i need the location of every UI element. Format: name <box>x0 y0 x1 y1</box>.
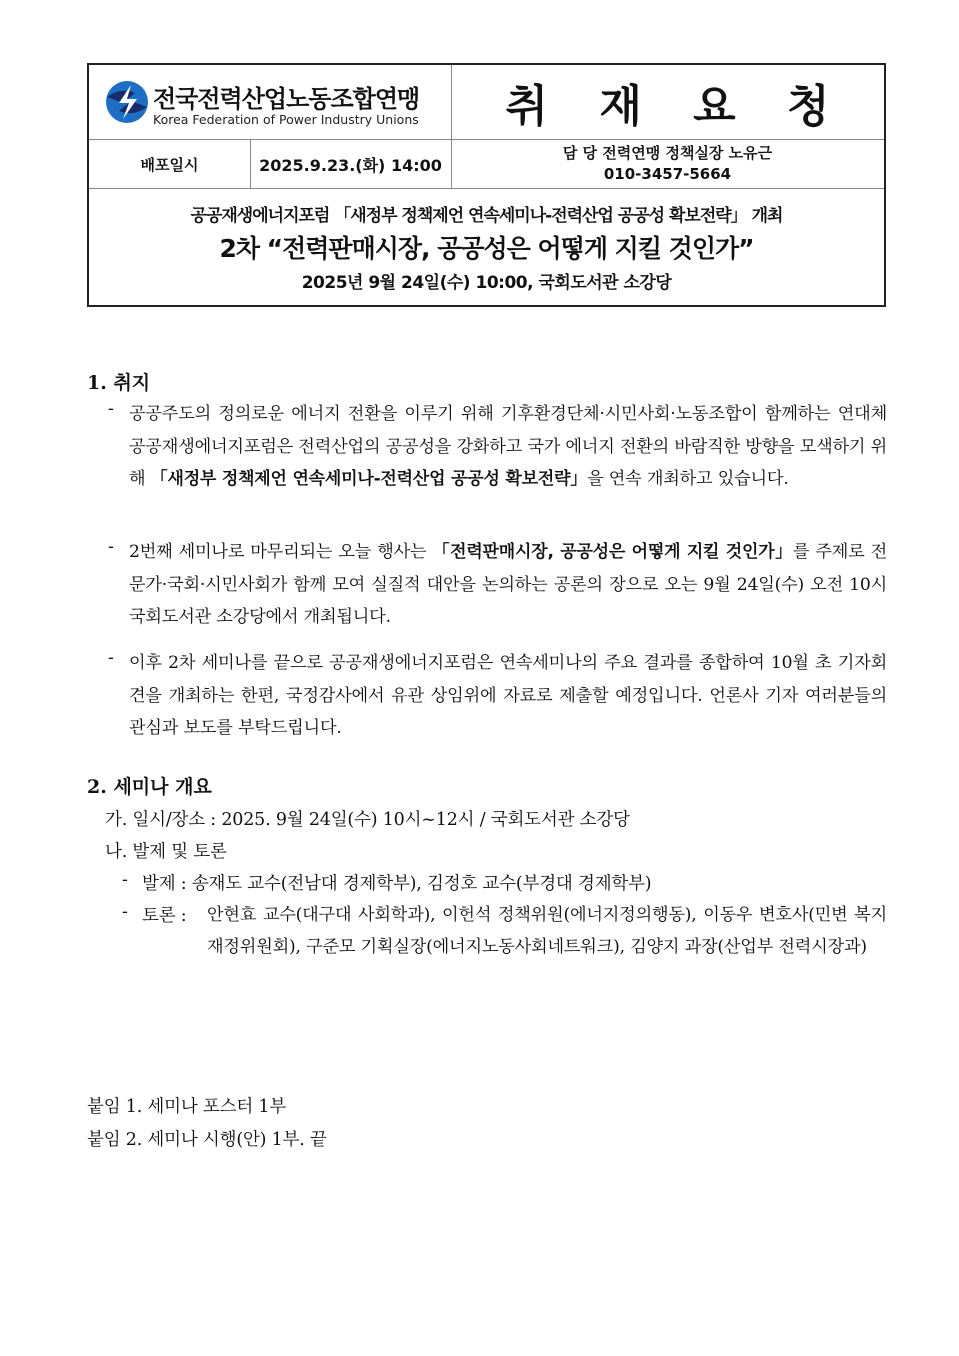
org-name-english: Korea Federation of Power Industry Unions <box>153 112 419 127</box>
section-1-paragraph-2: 2번째 세미나로 마무리되는 오늘 행사는 「전력판매시장, 공공성은 어떻게 지킬 것인가」를 주제로 전문가·국회·시민사회가 함께 모여 실질적 대안을 논의하는 공론의 장으로 오는 9월 24일(수) 오전 10시 국회도서관 소강당에서 개최됩니다. <box>129 542 888 627</box>
contact-person: 담 당 전력연맹 정책실장 노유근 <box>562 144 773 162</box>
header-row-title <box>89 65 884 140</box>
section-1-paragraph-3: 이후 2차 세미나를 끝으로 공공재생에너지포럼은 연속세미나의 주요 결과를 종합하여 10월 초 기자회견을 개최하는 한편, 국정감사에서 유관 상임위에 자료로 제출할 예정입니다. 언론사 기자 여러분들의 관심과 보도를 부탁드립니다. <box>129 653 887 738</box>
bullet-dash: - <box>108 537 114 557</box>
event-series-title: 공공재생에너지포럼 「새정부 정책제언 연속세미나-전력산업 공공성 확보전략」 개최 <box>190 206 783 226</box>
header-row-distribution <box>89 140 884 189</box>
discussants-label: 토론 : <box>142 906 187 926</box>
org-name-korean: 전국전력산업노동조합연맹 <box>153 85 420 113</box>
doc-title: 취 재 요 청 <box>505 81 848 132</box>
union-logo-icon <box>105 79 149 125</box>
press-header-table <box>87 63 886 307</box>
event-datetime-venue: 2025년 9월 24일(수) 10:00, 국회도서관 소강당 <box>301 273 672 293</box>
bullet-dash: - <box>122 902 128 922</box>
attachment-2: 붙임 2. 세미나 시행(안) 1부. 끝 <box>87 1130 327 1150</box>
overview-datetime-venue: 가. 일시/장소 : 2025. 9월 24일(수) 10시~12시 / 국회도서관 소강당 <box>105 810 630 830</box>
contact-phone: 010-3457-5664 <box>603 165 732 183</box>
doc-title-cell <box>451 65 884 139</box>
bullet-dash: - <box>108 648 114 668</box>
header-row-event <box>89 189 884 305</box>
section-2-title: 2. 세미나 개요 <box>87 776 212 798</box>
overview-presentation-heading: 나. 발제 및 토론 <box>105 842 227 862</box>
bullet-dash: - <box>108 399 114 419</box>
contact-cell <box>451 140 884 188</box>
presenters-line: 발제 : 송재도 교수(전남대 경제학부), 김정호 교수(부경대 경제학부) <box>142 874 652 894</box>
discussants-list: 안현효 교수(대구대 사회학과), 이헌석 정책위원(에너지정의행동), 이동우 변호사(민변 복지재정위원회), 구준모 기획실장(에너지노동사회네트워크), 김양지 과장(산업부 전력시장과) <box>207 905 887 957</box>
attachment-1: 붙임 1. 세미나 포스터 1부 <box>87 1097 287 1117</box>
bullet-dash: - <box>122 870 128 890</box>
event-main-title: 2차 “전력판매시장, 공공성은 어떻게 지킬 것인가” <box>219 234 754 263</box>
org-logo-cell <box>89 65 451 139</box>
dist-label: 배포일시 <box>140 155 199 174</box>
section-1-title: 1. 취지 <box>87 372 151 394</box>
section-1-paragraph-1: 공공주도의 정의로운 에너지 전환을 이루기 위해 기후환경단체·시민사회·노동조합이 함께하는 연대체 공공재생에너지포럼은 전력산업의 공공성을 강화하고 국가 에너지 전환의 바람직한 방향을 모색하기 위해 「새정부 정책제언 연속세미나-전력산업 공공성 확보전략」을 연속 개최하고 있습니다. <box>129 404 887 489</box>
dist-datetime: 2025.9.23.(화) 14:00 <box>259 155 442 175</box>
